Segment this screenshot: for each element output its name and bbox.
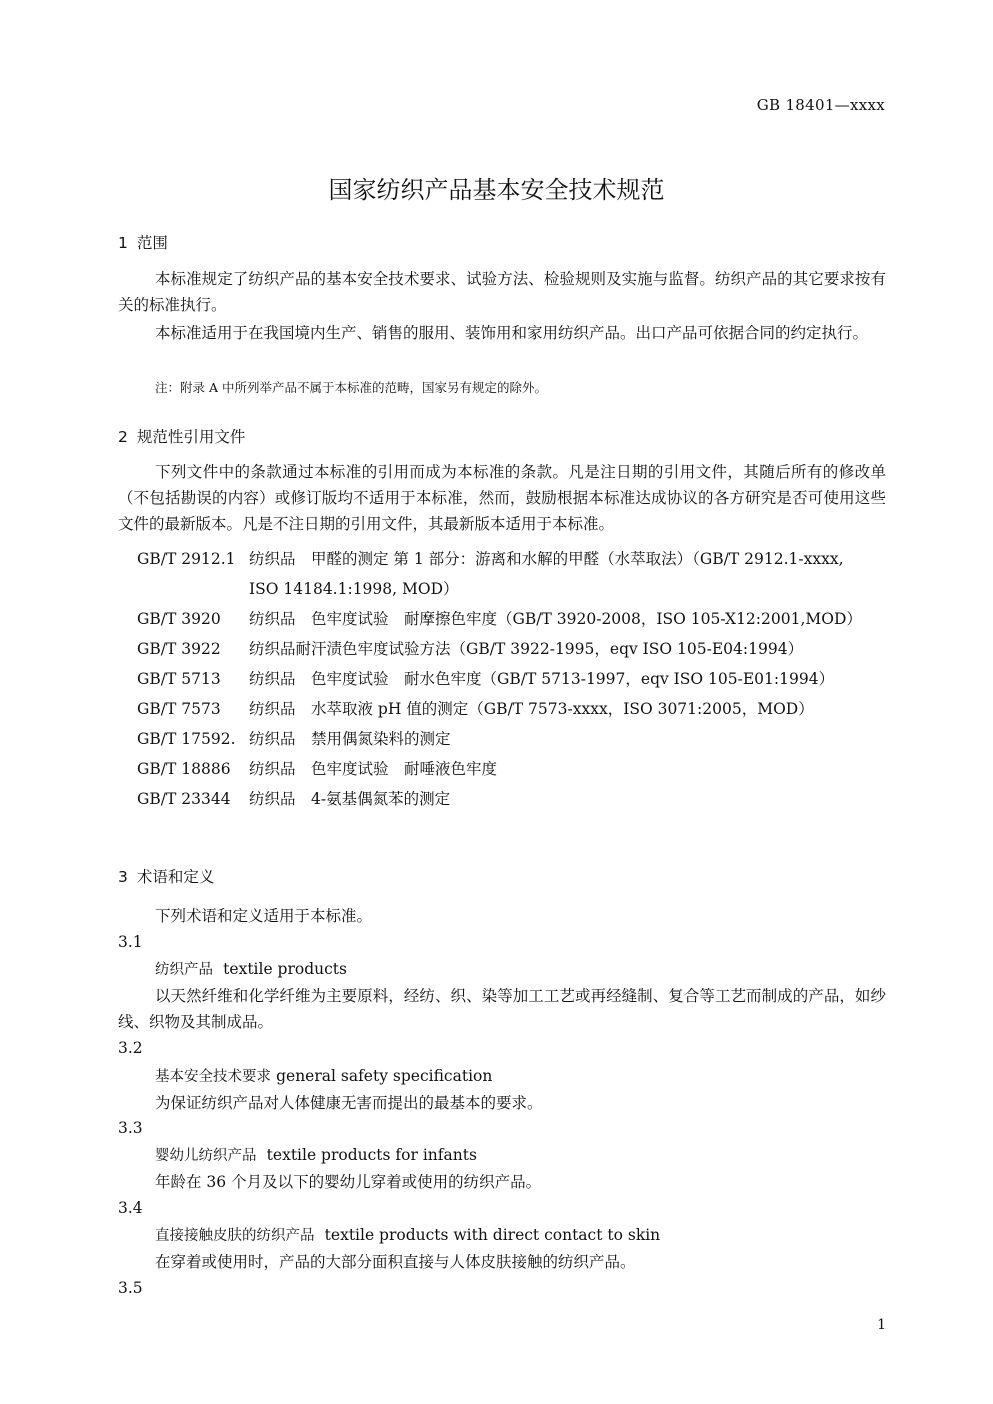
term-number: 3.1 — [118, 933, 143, 951]
reference-title: 纺织品 色牢度试验 耐水色牢度（GB/T 5713-1997，eqv ISO 105-E01:1994） — [249, 670, 835, 688]
term-number: 3.4 — [118, 1199, 143, 1217]
reference-code: GB/T 3922 — [137, 640, 221, 658]
reference-title: 纺织品 甲醛的测定 第 1 部分：游离和水解的甲醛（水萃取法）（GB/T 2912.1-xxxx, — [249, 550, 844, 568]
section-3-intro: 下列术语和定义适用于本标准。 — [155, 907, 373, 925]
reference-code: GB/T 3920 — [137, 610, 221, 628]
term-heading — [155, 1224, 660, 1245]
section-number: 3 — [118, 868, 128, 886]
section-title: 规范性引用文件 — [136, 428, 246, 446]
section-title: 术语和定义 — [136, 868, 215, 886]
reference-item — [137, 607, 862, 629]
reference-title: 纺织品耐汗渍色牢度试验方法（GB/T 3922-1995，eqv ISO 105-E04:1994） — [249, 640, 804, 658]
term-definition: 年龄在 36 个月及以下的婴幼儿穿着或使用的纺织产品。 — [155, 1173, 542, 1191]
section-3-heading — [118, 865, 214, 887]
reference-code: GB/T 23344 — [137, 790, 231, 808]
reference-title: 纺织品 禁用偶氮染料的测定 — [249, 730, 451, 748]
page-title: 国家纺织产品基本安全技术规范 — [328, 176, 665, 204]
section-title: 范围 — [136, 234, 168, 252]
reference-code: GB/T 5713 — [137, 670, 221, 688]
reference-item — [137, 697, 814, 719]
section-1-note: 注：附录 A 中所列举产品不属于本标准的范畴，国家另有规定的除外。 — [155, 380, 547, 395]
page-number: 1 — [877, 1317, 886, 1333]
term-number: 3.3 — [118, 1119, 143, 1137]
term-en: textile products with direct contact to skin — [324, 1226, 661, 1244]
reference-item — [137, 727, 451, 749]
term-definition: 以天然纤维和化学纤维为主要原料，经纺、织、染等加工工艺或再经缝制、复合等工艺而制成的产品，如纱线、织物及其制成品。 — [118, 987, 886, 1031]
reference-code: GB/T 18886 — [137, 760, 231, 778]
reference-item — [137, 637, 803, 659]
term-en: general safety specification — [276, 1067, 493, 1085]
section-number: 2 — [118, 428, 128, 446]
reference-title: 纺织品 4-氨基偶氮苯的测定 — [249, 790, 451, 808]
section-2-heading — [118, 425, 245, 447]
term-number: 3.2 — [118, 1039, 143, 1057]
reference-title: 纺织品 色牢度试验 耐摩擦色牢度（GB/T 3920-2008，ISO 105-X12:2001,MOD） — [249, 610, 862, 628]
section-1-heading — [118, 231, 168, 253]
section-2-paragraph: 下列文件中的条款通过本标准的引用而成为本标准的条款。凡是注日期的引用文件，其随后所有的修改单（不包括勘误的内容）或修订版均不适用于本标准，然而，鼓励根据本标准达成协议的各方研究是否可使用这些文件的最新版本。凡是不注日期的引用文件，其最新版本适用于本标准。 — [118, 463, 886, 533]
term-en: textile products for infants — [266, 1146, 477, 1164]
reference-item — [137, 757, 497, 779]
term-heading — [155, 1065, 492, 1086]
section-1-paragraph-2: 本标准适用于在我国境内生产、销售的服用、装饰用和家用纺织产品。出口产品可依据合同的约定执行。 — [155, 324, 869, 342]
reference-code: GB/T 7573 — [137, 700, 221, 718]
term-zh: 基本安全技术要求 — [155, 1069, 271, 1085]
term-zh: 婴幼儿纺织产品 — [155, 1148, 257, 1164]
term-zh: 直接接触皮肤的纺织产品 — [155, 1228, 315, 1244]
term-heading — [155, 958, 347, 979]
reference-title: 纺织品 水萃取液 pH 值的测定（GB/T 7573-xxxx，ISO 3071:2005，MOD） — [249, 700, 814, 718]
term-zh: 纺织产品 — [155, 962, 213, 978]
term-definition: 在穿着或使用时，产品的大部分面积直接与人体皮肤接触的纺织产品。 — [155, 1253, 636, 1271]
reference-code: GB/T 2912.1 — [137, 550, 236, 568]
term-number: 3.5 — [118, 1279, 143, 1297]
term-en: textile products — [223, 960, 347, 978]
reference-code: GB/T 17592. — [137, 730, 236, 748]
reference-item — [137, 787, 450, 809]
reference-title: 纺织品 色牢度试验 耐唾液色牢度 — [249, 760, 498, 778]
document-number: GB 18401—xxxx — [756, 96, 885, 114]
term-definition: 为保证纺织产品对人体健康无害而提出的最基本的要求。 — [155, 1094, 543, 1112]
section-1-paragraph-1: 本标准规定了纺织产品的基本安全技术要求、试验方法、检验规则及实施与监督。纺织产品的其它要求按有关的标准执行。 — [118, 270, 886, 314]
reference-item — [137, 547, 844, 569]
section-number: 1 — [118, 234, 128, 252]
reference-continuation: ISO 14184.1:1998, MOD） — [249, 580, 459, 598]
term-heading — [155, 1144, 477, 1165]
reference-item — [137, 667, 834, 689]
